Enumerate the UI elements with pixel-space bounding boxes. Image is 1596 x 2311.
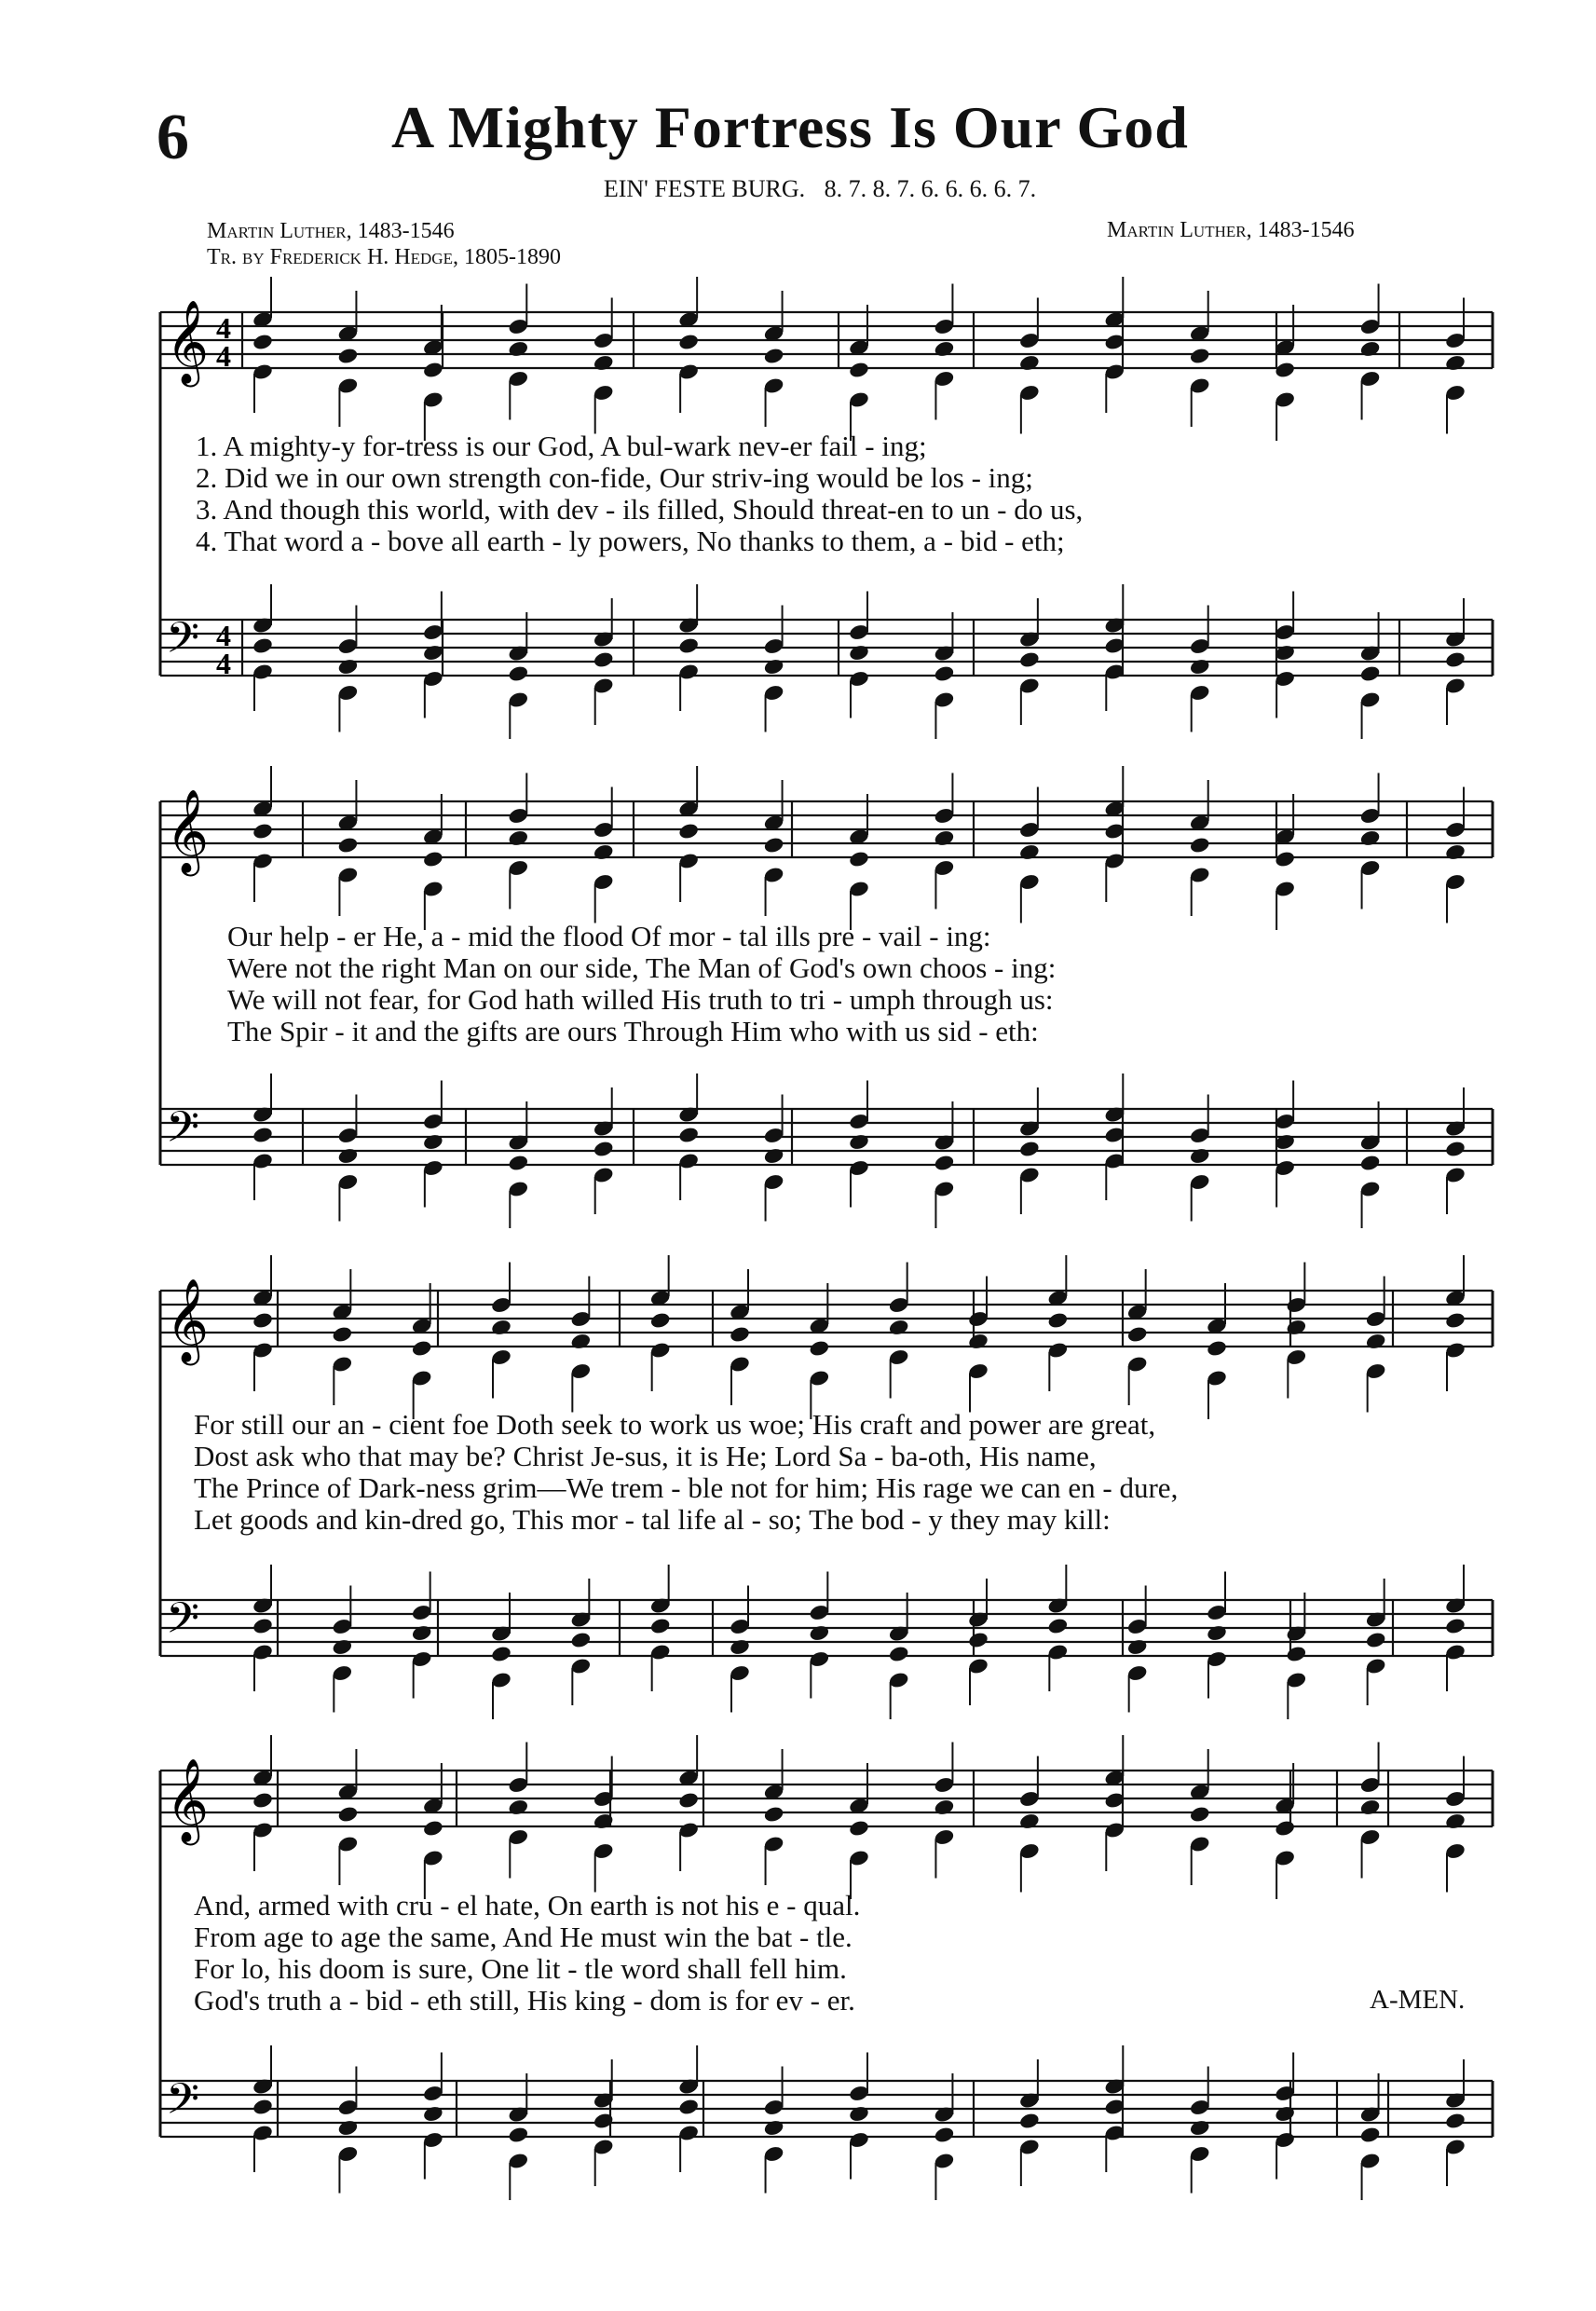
note-head (1444, 843, 1466, 862)
note-head (1018, 2112, 1041, 2130)
note-head (1444, 1140, 1466, 1158)
note-head (422, 1133, 444, 1152)
treble-clef-icon: 𝄞 (166, 300, 210, 384)
lyric-s1-v2: 2. Did we in our own strength con-fide, Our striv-ing would be los - ing; (196, 461, 1033, 494)
note-head (677, 1791, 700, 1810)
note-head (1274, 1819, 1296, 1838)
lyric-s2-v2: Were not the right Man on our side, The Man of God's own choos - ing: (227, 951, 1057, 984)
note-head (1359, 1154, 1382, 1172)
note-head (422, 1819, 444, 1838)
note-head (888, 1319, 910, 1337)
note-head (649, 1311, 672, 1330)
note-head (763, 2119, 785, 2138)
note-head (677, 333, 700, 351)
note-head (934, 829, 956, 848)
time-signature: 4 (216, 339, 231, 373)
note-head (967, 1333, 989, 1351)
note-head (1359, 1798, 1382, 1817)
bass-clef-icon: 𝄢 (166, 613, 200, 674)
lyric-s3-v3: The Prince of Dark-ness grim—We trem - ble not for him; His rage we can en - dure, (194, 1471, 1179, 1504)
lyric-s3-v4: Let goods and kin-dred go, This mor - tal life al - so; The bod - y they may kill: (194, 1503, 1111, 1536)
note-head (1189, 347, 1211, 365)
note-head (422, 2105, 444, 2124)
time-signature: 4 (216, 311, 231, 345)
note-head (1018, 354, 1041, 373)
lyric-s1-v4: 4. That word a - bove all earth - ly powers, No thanks to them, a - bid - eth; (196, 525, 1065, 557)
note-head (411, 1624, 433, 1643)
note-head (1359, 664, 1382, 683)
hymn-title: A Mighty Fortress Is Our God (391, 94, 1189, 160)
note-head (507, 340, 529, 359)
note-head (848, 850, 870, 868)
tune-name: EIN' FESTE BURG. (603, 175, 806, 202)
note-head (1359, 829, 1382, 848)
note-head (593, 650, 615, 669)
note-head (1359, 2126, 1382, 2144)
note-head (763, 836, 785, 855)
note-head (649, 1617, 672, 1635)
note-head (1189, 1805, 1211, 1824)
note-head (1189, 2119, 1211, 2138)
lyric-s3-v1: For still our an - cient foe Doth seek to work us woe; His craft and power are great, (194, 1408, 1156, 1441)
note-head (934, 1154, 956, 1172)
note-head (593, 843, 615, 862)
lyric-s4-v2: From age to age the same, And He must win the bat - tle. (194, 1921, 853, 1953)
note-head (252, 1126, 274, 1144)
note-head (252, 1311, 274, 1330)
meter: 8. 7. 8. 7. 6. 6. 6. 6. 7. (824, 175, 1037, 202)
note-head (677, 1126, 700, 1144)
note-head (1286, 1319, 1308, 1337)
note-head (763, 1147, 785, 1166)
note-head (763, 347, 785, 365)
note-head (1047, 1617, 1070, 1635)
note-head (490, 1645, 512, 1663)
note-head (1047, 1311, 1070, 1330)
lyric-s2-v4: The Spir - it and the gifts are ours Through Him who with us sid - eth: (227, 1015, 1039, 1047)
note-head (1018, 1812, 1041, 1831)
note-head (967, 1631, 989, 1649)
note-head (1206, 1339, 1228, 1358)
note-head (1274, 2105, 1296, 2124)
lyric-s4-v3: For lo, his doom is sure, One lit - tle word shall fell him. (194, 1952, 847, 1985)
note-head (1189, 1147, 1211, 1166)
note-head (507, 664, 529, 683)
note-head (934, 340, 956, 359)
note-head (332, 1638, 354, 1657)
note-head (1286, 1645, 1308, 1663)
bass-clef-icon: 𝄢 (166, 2074, 200, 2135)
note-head (934, 664, 956, 683)
note-head (411, 1339, 433, 1358)
note-head (1189, 658, 1211, 677)
note-head (1126, 1325, 1149, 1344)
lyric-s2-v1: Our help - er He, a - mid the flood Of mor - tal ills pre - vail - ing: (227, 920, 991, 952)
note-head (1365, 1631, 1387, 1649)
note-head (507, 2126, 529, 2144)
note-head (422, 850, 444, 868)
note-head (848, 1133, 870, 1152)
treble-clef-icon: 𝄞 (166, 1758, 210, 1842)
words-author: Martin Luther, 1483-1546 (207, 219, 455, 243)
note-head (677, 2098, 700, 2116)
lyric-s1-v1: 1. A mighty-y for-tress is our God, A bul-wark nev-er fail - ing; (196, 430, 927, 462)
note-head (848, 361, 870, 379)
note-head (1444, 1617, 1466, 1635)
note-head (337, 658, 360, 677)
note-head (1444, 2112, 1466, 2130)
translator-credit: Tr. by Frederick H. Hedge, 1805-1890 (207, 245, 561, 269)
note-head (1444, 354, 1466, 373)
note-head (337, 2119, 360, 2138)
lyric-s2-v3: We will not fear, for God hath willed His truth to tri - umph through us: (227, 983, 1054, 1016)
lyric-s4-v1: And, armed with cru - el hate, On earth is not his e - qual. (194, 1889, 861, 1921)
note-head (1365, 1333, 1387, 1351)
time-signature: 4 (216, 619, 231, 652)
note-head (934, 1798, 956, 1817)
note-head (934, 2126, 956, 2144)
note-head (507, 1798, 529, 1817)
lyric-s1-v3: 3. And though this world, with dev - ils filled, Should threat-en to un - do us, (196, 493, 1084, 526)
note-head (1444, 1311, 1466, 1330)
note-head (252, 1791, 274, 1810)
note-head (252, 2098, 274, 2116)
note-head (593, 1140, 615, 1158)
note-head (1018, 650, 1041, 669)
note-head (1126, 1638, 1149, 1657)
note-head (888, 1645, 910, 1663)
note-head (422, 361, 444, 379)
note-head (1189, 836, 1211, 855)
bass-clef-icon: 𝄢 (166, 1593, 200, 1654)
note-head (848, 2105, 870, 2124)
music-credit: Martin Luther, 1483-1546 (1107, 218, 1355, 242)
lyric-s4-v4: God's truth a - bid - eth still, His king - dom is for ev - er. (194, 1984, 855, 2017)
lyric-s3-v2: Dost ask who that may be? Christ Je-sus, it is He; Lord Sa - ba-oth, His name, (194, 1440, 1097, 1472)
note-head (729, 1638, 751, 1657)
note-head (1359, 340, 1382, 359)
note-head (570, 1631, 593, 1649)
note-head (422, 644, 444, 663)
note-head (1444, 1812, 1466, 1831)
note-head (809, 1624, 831, 1643)
note-head (490, 1319, 512, 1337)
note-head (1206, 1624, 1228, 1643)
note-head (337, 1805, 360, 1824)
time-signature: 4 (216, 647, 231, 680)
note-head (570, 1333, 593, 1351)
treble-clef-icon: 𝄞 (166, 789, 210, 873)
note-head (729, 1325, 751, 1344)
note-head (507, 829, 529, 848)
hymn-number: 6 (157, 102, 189, 173)
note-head (763, 658, 785, 677)
note-head (252, 1617, 274, 1635)
note-head (848, 644, 870, 663)
bass-clef-icon: 𝄢 (166, 1102, 200, 1163)
note-head (252, 636, 274, 655)
note-head (337, 1147, 360, 1166)
note-head (809, 1339, 831, 1358)
note-head (1018, 843, 1041, 862)
note-head (1444, 650, 1466, 669)
amen-label: A-MEN. (1370, 1985, 1466, 2015)
note-head (677, 822, 700, 841)
note-head (593, 354, 615, 373)
note-head (252, 333, 274, 351)
note-head (1018, 1140, 1041, 1158)
note-head (332, 1325, 354, 1344)
note-head (252, 822, 274, 841)
note-head (507, 1154, 529, 1172)
note-head (337, 836, 360, 855)
note-head (763, 1805, 785, 1824)
note-head (677, 636, 700, 655)
treble-clef-icon: 𝄞 (166, 1279, 210, 1362)
note-head (337, 347, 360, 365)
note-head (848, 1819, 870, 1838)
